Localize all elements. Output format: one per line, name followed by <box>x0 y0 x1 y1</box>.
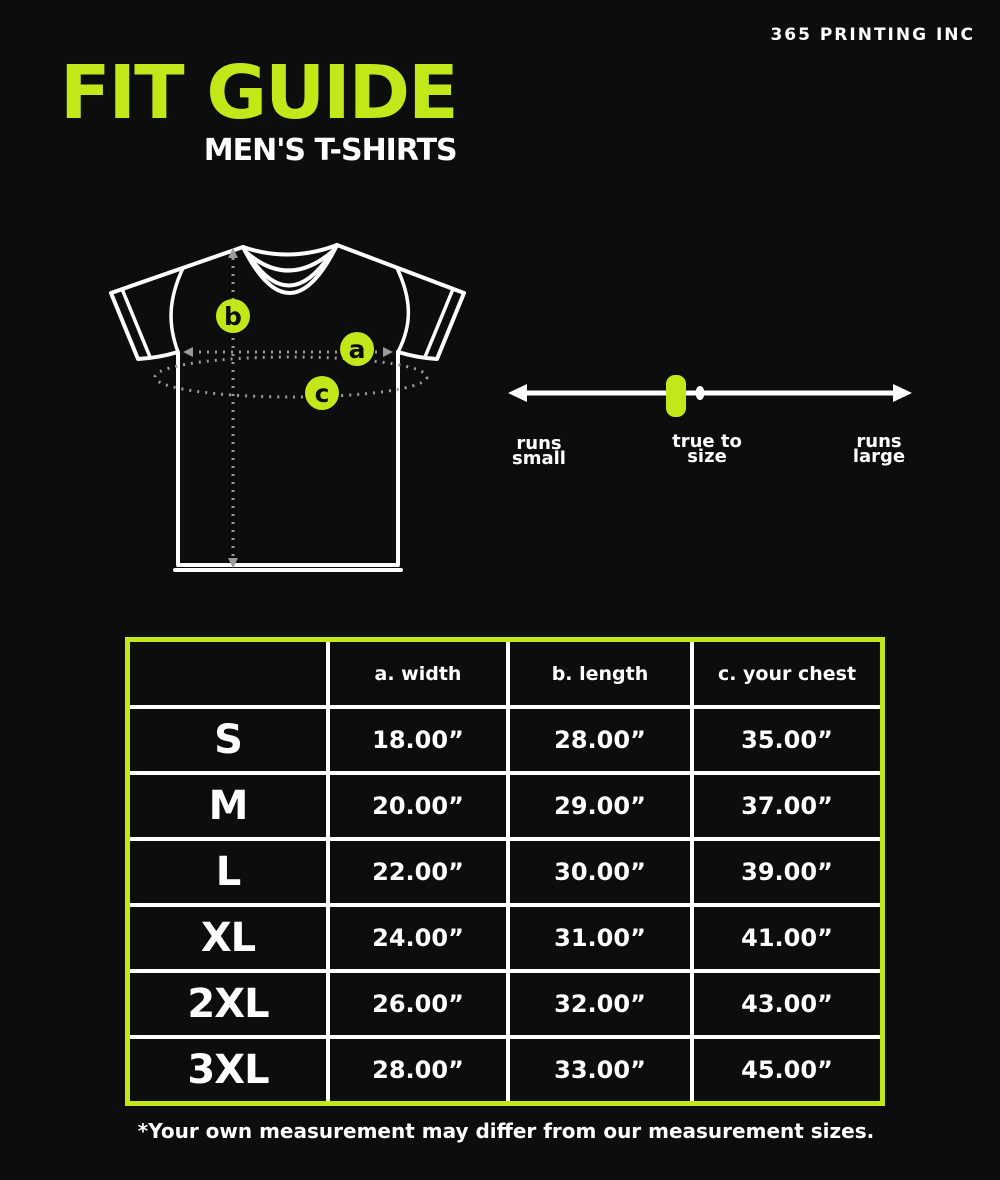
page-subtitle: MEN'S T-SHIRTS <box>203 133 457 168</box>
length-value: 30.00” <box>510 841 690 903</box>
width-value: 26.00” <box>330 973 506 1035</box>
page-title: FIT GUIDE <box>60 50 457 136</box>
width-value: 22.00” <box>330 841 506 903</box>
tick-dot <box>696 386 705 400</box>
length-value: 29.00” <box>510 775 690 837</box>
chest-value: 43.00” <box>694 973 880 1035</box>
chest-value: 37.00” <box>694 775 880 837</box>
size-table <box>125 637 885 1106</box>
marker-c-label: c <box>314 379 330 408</box>
marker-b-label: b <box>224 302 242 331</box>
marker-b <box>216 299 250 333</box>
marker-a-label: a <box>348 335 366 364</box>
width-value: 24.00” <box>330 907 506 969</box>
size-label: S <box>130 709 326 771</box>
sleeve-seams <box>122 268 453 357</box>
size-label: XL <box>130 907 326 969</box>
width-value: 20.00” <box>330 775 506 837</box>
brand-text: 365 PRINTING INC <box>770 25 975 45</box>
header-cell-chest: c. your chest <box>694 642 880 705</box>
title-block <box>60 50 457 168</box>
header-cell-size <box>130 642 326 705</box>
size-label: 2XL <box>130 973 326 1035</box>
header-cell-length: b. length <box>510 642 690 705</box>
chest-value: 45.00” <box>694 1039 880 1101</box>
length-value: 33.00” <box>510 1039 690 1101</box>
length-arrow <box>228 248 238 568</box>
length-value: 31.00” <box>510 907 690 969</box>
size-label: M <box>130 775 326 837</box>
runs-large-label: runs large <box>852 431 906 467</box>
fit-marker <box>666 375 686 417</box>
fit-scale <box>500 360 920 430</box>
scale-arrow <box>508 384 912 402</box>
width-value: 28.00” <box>330 1039 506 1101</box>
width-value: 18.00” <box>330 709 506 771</box>
chest-value: 41.00” <box>694 907 880 969</box>
chest-ellipse <box>155 357 427 397</box>
footnote: *Your own measurement may differ from our measurement sizes. <box>137 1119 875 1143</box>
runs-small-label: runs small <box>512 433 566 469</box>
size-label: L <box>130 841 326 903</box>
chest-value: 39.00” <box>694 841 880 903</box>
size-label: 3XL <box>130 1039 326 1101</box>
marker-a <box>340 332 374 366</box>
length-value: 28.00” <box>510 709 690 771</box>
length-value: 32.00” <box>510 973 690 1035</box>
tshirt-diagram <box>90 230 490 590</box>
true-to-size-label: true to size <box>672 431 742 467</box>
chest-value: 35.00” <box>694 709 880 771</box>
header-cell-width: a. width <box>330 642 506 705</box>
marker-c <box>305 376 339 410</box>
